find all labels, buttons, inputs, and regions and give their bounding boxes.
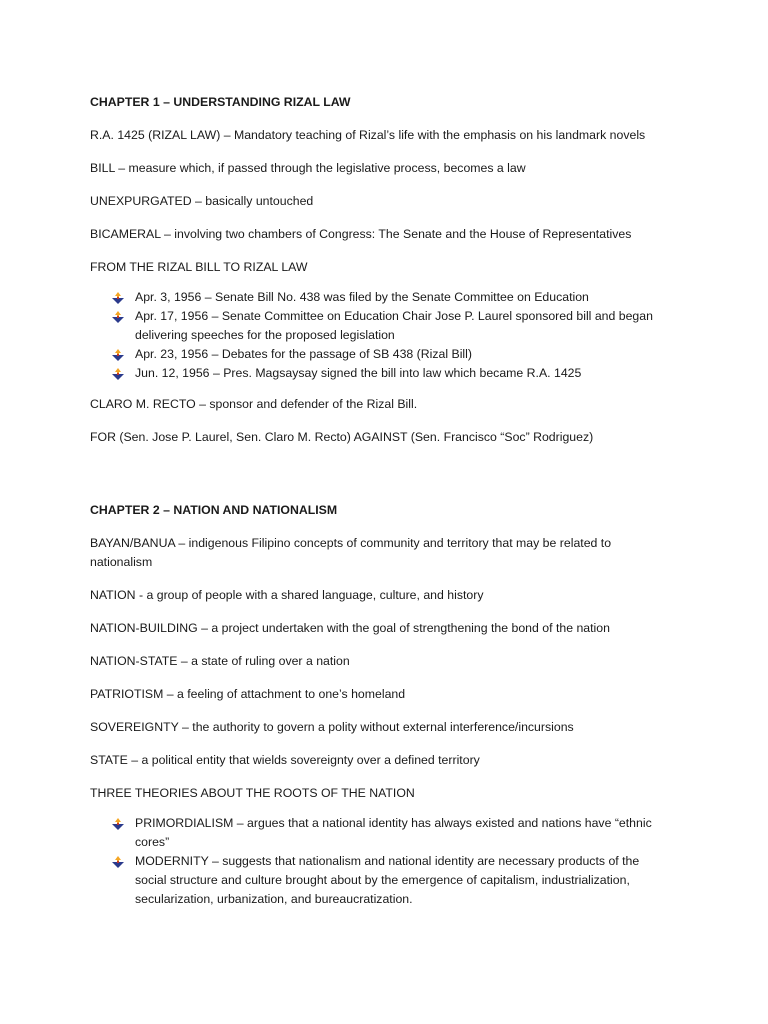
term-bill: BILL – measure which, if passed through the legislative process, becomes a law <box>90 161 526 175</box>
term-nation-state: NATION-STATE – a state of ruling over a nation <box>90 654 350 668</box>
term-sovereignty: SOVEREIGNTY – the authority to govern a polity without external interference/incursions <box>90 720 574 734</box>
chapter-2-section <box>90 501 672 921</box>
list-item <box>112 852 672 909</box>
arrow-bullet-icon <box>112 349 124 361</box>
term-state: STATE – a political entity that wields sovereignty over a defined territory <box>90 753 480 767</box>
term-claro-recto: CLARO M. RECTO – sponsor and defender of the Rizal Bill. <box>90 397 418 411</box>
timeline-item-text: Apr. 23, 1956 – Debates for the passage of SB 438 (Rizal Bill) <box>135 347 472 361</box>
list-item <box>112 345 672 364</box>
list-item <box>112 288 672 307</box>
timeline-item-text: Jun. 12, 1956 – Pres. Magsaysay signed the bill into law which became R.A. 1425 <box>135 366 582 380</box>
chapter-1-section <box>90 93 672 461</box>
chapter-2-title: CHAPTER 2 – NATION AND NATIONALISM <box>90 503 338 517</box>
chapter-1-title: CHAPTER 1 – UNDERSTANDING RIZAL LAW <box>90 95 351 109</box>
arrow-bullet-icon <box>112 856 124 868</box>
term-unexpurgated: UNEXPURGATED – basically untouched <box>90 194 314 208</box>
theory-item-text: MODERNITY – suggests that nationalism and national identity are necessary products of the social structure and culture brought about by the emergence of capitalism, industrialization, secularization, urbanization, and bureaucratization. <box>135 854 640 906</box>
list-item <box>112 307 672 345</box>
subheading-rizal-bill-to-law: FROM THE RIZAL BILL TO RIZAL LAW <box>90 260 308 274</box>
term-bicameral: BICAMERAL – involving two chambers of Congress: The Senate and the House of Representatives <box>90 227 632 241</box>
timeline-item-text: Apr. 3, 1956 – Senate Bill No. 438 was filed by the Senate Committee on Education <box>135 290 589 304</box>
timeline-item-text: Apr. 17, 1956 – Senate Committee on Education Chair Jose P. Laurel sponsored bill and began delivering speeches for the proposed legislation <box>135 309 653 342</box>
subheading-three-theories: THREE THEORIES ABOUT THE ROOTS OF THE NATION <box>90 786 415 800</box>
term-nation: NATION - a group of people with a shared language, culture, and history <box>90 588 484 602</box>
list-item <box>112 364 672 383</box>
list-item <box>112 814 672 852</box>
term-bayan-banua: BAYAN/BANUA – indigenous Filipino concepts of community and territory that may be related to nationalism <box>90 536 612 569</box>
theory-item-text: PRIMORDIALISM – argues that a national identity has always existed and nations have “ethnic cores” <box>135 816 652 849</box>
theories-list <box>90 814 672 909</box>
arrow-bullet-icon <box>112 818 124 830</box>
term-patriotism: PATRIOTISM – a feeling of attachment to one’s homeland <box>90 687 406 701</box>
timeline-list <box>90 288 672 383</box>
term-nation-building: NATION-BUILDING – a project undertaken with the goal of strengthening the bond of the nation <box>90 621 610 635</box>
for-against-line: FOR (Sen. Jose P. Laurel, Sen. Claro M. Recto) AGAINST (Sen. Francisco “Soc” Rodriguez) <box>90 430 594 444</box>
term-ra-1425: R.A. 1425 (RIZAL LAW) – Mandatory teaching of Rizal’s life with the emphasis on his landmark novels <box>90 128 646 142</box>
arrow-bullet-icon <box>112 311 124 323</box>
arrow-bullet-icon <box>112 368 124 380</box>
arrow-bullet-icon <box>112 292 124 304</box>
